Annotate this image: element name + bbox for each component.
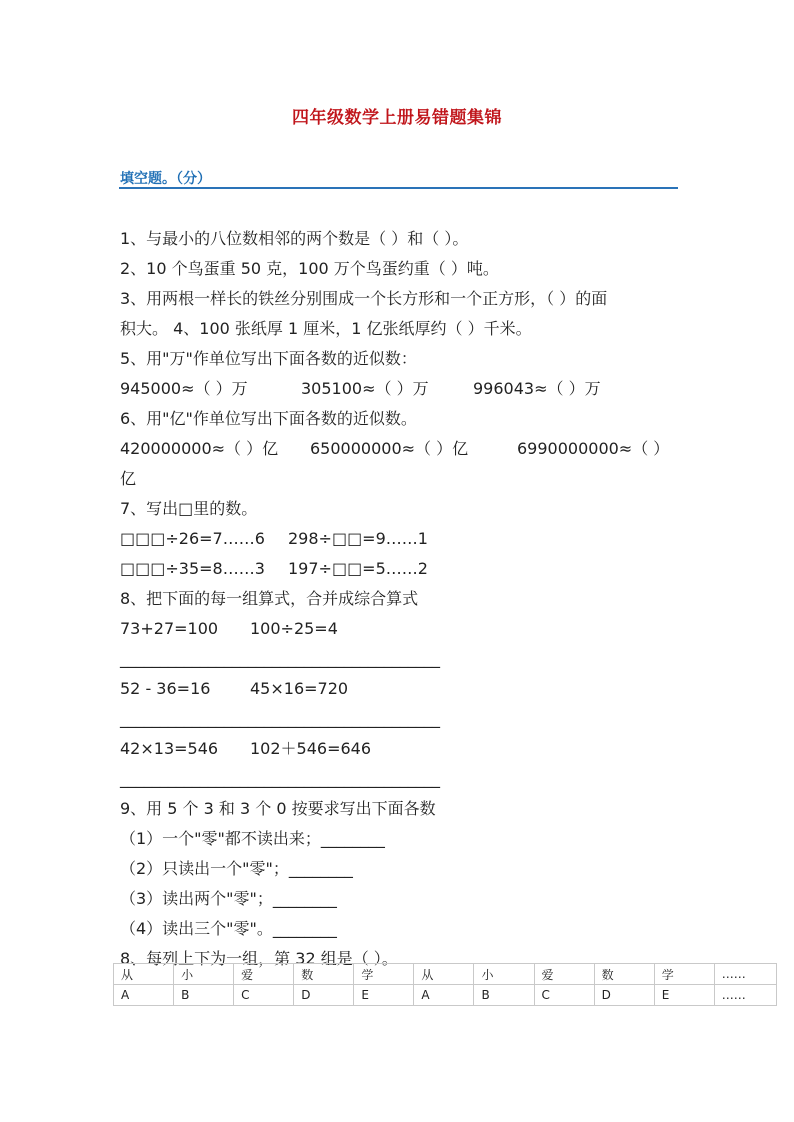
table-cell: ……: [714, 964, 776, 985]
answer-line: ________________________________________: [120, 769, 440, 788]
question-8: 8、把下面的每一组算式，合并成综合算式: [120, 589, 419, 608]
question-5-items: [120, 374, 680, 404]
approx-item: 996043≈（ ）万: [473, 379, 601, 398]
answer-line: ________________________________________: [120, 649, 440, 668]
approx-item: 650000000≈（ ）亿: [310, 439, 469, 458]
table-cell: 小: [474, 964, 534, 985]
question-9: 9、用 5 个 3 和 3 个 0 按要求写出下面各数: [120, 799, 436, 818]
sequence-table-wrapper: [113, 963, 777, 1006]
answer-line: ________________________________________: [120, 709, 440, 728]
table-cell: ……: [714, 985, 776, 1006]
table-cell: 数: [294, 964, 354, 985]
approx-item: 6990000000≈（ ）: [517, 439, 670, 458]
table-cell: D: [294, 985, 354, 1006]
question-9-part-2: （2）只读出一个"零"；________: [120, 859, 353, 878]
section-heading: 填空题。（分）: [120, 171, 211, 187]
division-item: 298÷□□=9……1: [288, 529, 428, 548]
table-cell: 从: [114, 964, 174, 985]
question-list: [120, 224, 680, 974]
expression: 73+27=100: [120, 619, 219, 638]
expression: 100÷25=4: [250, 619, 338, 638]
question-9-part-3: （3）读出两个"零"；________: [120, 889, 337, 908]
table-cell: B: [474, 985, 534, 1006]
table-cell: A: [414, 985, 474, 1006]
table-cell: C: [234, 985, 294, 1006]
question-7-row-1: [120, 524, 680, 554]
expression: 102＋546=646: [250, 739, 372, 758]
question-7: 7、写出□里的数。: [120, 499, 258, 518]
table-row: [114, 964, 777, 985]
question-5: 5、用"万"作单位写出下面各数的近似数：: [120, 349, 417, 368]
page-title: 四年级数学上册易错题集锦: [292, 108, 502, 128]
section-divider: [119, 187, 678, 189]
table-cell: E: [654, 985, 714, 1006]
question-8b: 8、每列上下为一组，第 32 组是（ ）。: [120, 949, 398, 968]
approx-item: 420000000≈（ ）亿: [120, 439, 279, 458]
division-item: □□□÷35=8……3: [120, 559, 265, 578]
expression: 42×13=546: [120, 739, 219, 758]
table-cell: E: [354, 985, 414, 1006]
sequence-table: [113, 963, 777, 1006]
question-9-part-4: （4）读出三个"零"。________: [120, 919, 337, 938]
question-3: 3、用两根一样长的铁丝分别围成一个长方形和一个正方形，（ ）的面: [120, 289, 608, 308]
approx-item: 305100≈（ ）万: [301, 379, 429, 398]
table-row: [114, 985, 777, 1006]
question-6: 6、用"亿"作单位写出下面各数的近似数。: [120, 409, 417, 428]
question-9-part-1: （1）一个"零"都不读出来；________: [120, 829, 385, 848]
approx-item: 945000≈（ ）万: [120, 379, 248, 398]
table-cell: A: [114, 985, 174, 1006]
division-item: □□□÷26=7……6: [120, 529, 265, 548]
table-cell: 学: [654, 964, 714, 985]
table-cell: 爱: [534, 964, 594, 985]
expression-group-3: [120, 734, 680, 764]
question-1: 1、与最小的八位数相邻的两个数是（ ）和（ ）。: [120, 229, 469, 248]
table-cell: B: [174, 985, 234, 1006]
table-cell: D: [594, 985, 654, 1006]
question-7-row-2: [120, 554, 680, 584]
question-6-items: [120, 434, 680, 464]
expression-group-2: [120, 674, 680, 704]
table-cell: 学: [354, 964, 414, 985]
table-cell: C: [534, 985, 594, 1006]
question-6-wrap: 亿: [120, 469, 137, 488]
expression: 52 - 36=16: [120, 679, 211, 698]
table-cell: 数: [594, 964, 654, 985]
table-cell: 从: [414, 964, 474, 985]
question-2: 2、10 个鸟蛋重 50 克，100 万个鸟蛋约重（ ）吨。: [120, 259, 499, 278]
table-cell: 爱: [234, 964, 294, 985]
expression-group-1: [120, 614, 680, 644]
question-3-4-continued: 积大。 4、100 张纸厚 1 厘米，1 亿张纸厚约（ ）千米。: [120, 319, 532, 338]
table-cell: 小: [174, 964, 234, 985]
expression: 45×16=720: [250, 679, 349, 698]
division-item: 197÷□□=5……2: [288, 559, 428, 578]
